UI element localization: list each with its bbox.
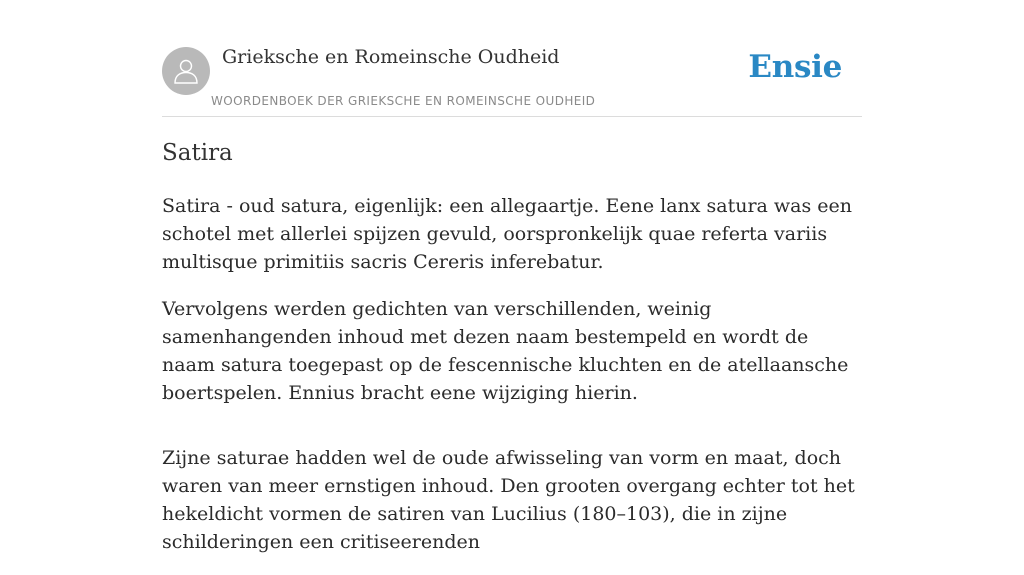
entry-title: Satira xyxy=(162,140,233,166)
source-header xyxy=(162,0,862,117)
source-title[interactable]: Grieksche en Romeinsche Oudheid xyxy=(222,46,560,68)
entry-paragraph: Satira - oud satura, eigenlijk: een allegaartje. Eene lanx satura was een schotel met allerlei spijzen gevuld, oorspronkelijk quae referta variis multisque primitiis sacris Cereris inferebatur. xyxy=(162,195,853,273)
entry-paragraph: Vervolgens werden gedichten van verschillenden, weinig samenhangenden inhoud met dezen naam bestempeld en wordt de naam satura toegepast op de fescennische kluchten en de atellaansche boertspelen. Ennius bracht eene wijziging hierin. xyxy=(162,298,849,404)
source-subtitle[interactable]: WOORDENBOEK DER GRIEKSCHE EN ROMEINSCHE OUDHEID xyxy=(211,94,596,108)
page-container xyxy=(162,0,862,553)
entry-body xyxy=(162,192,862,575)
source-avatar[interactable] xyxy=(162,47,210,95)
entry-paragraph: Zijne saturae hadden wel de oude afwisseling van vorm en maat, doch waren van meer ernstigen inhoud. Den grooten overgang echter tot het hekeldicht vormen de satiren van Lucilius (180–103), die in zijne schilderingen een critiseerenden xyxy=(162,447,855,553)
user-silhouette-icon xyxy=(171,56,201,86)
ensie-logo[interactable]: Ensie xyxy=(748,49,842,85)
